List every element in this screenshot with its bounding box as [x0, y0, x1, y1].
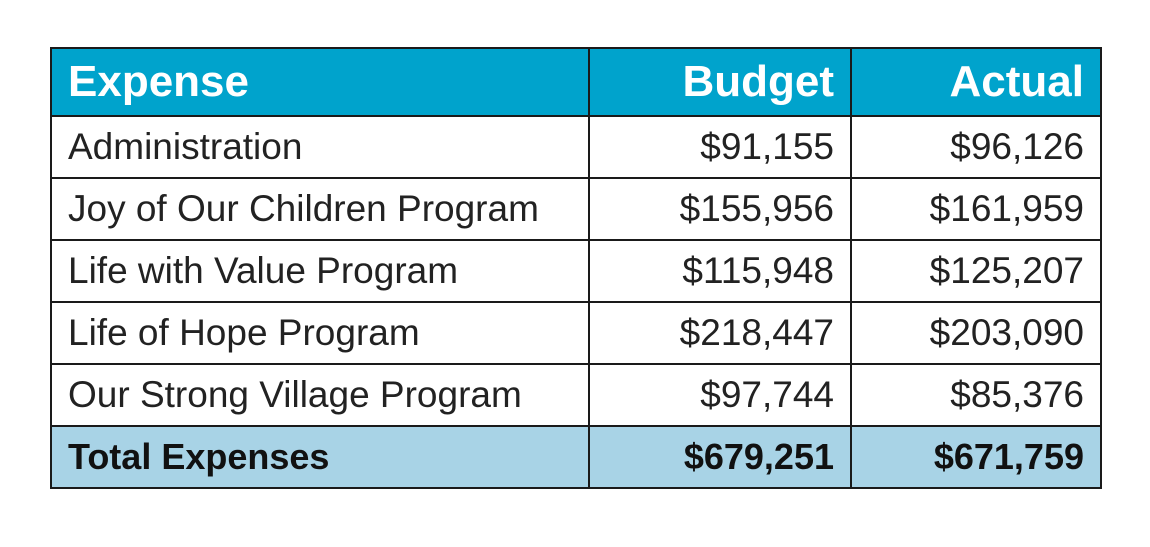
total-label: Total Expenses — [51, 426, 589, 488]
expense-cell: Life with Value Program — [51, 240, 589, 302]
header-expense: Expense — [51, 48, 589, 116]
header-budget: Budget — [589, 48, 851, 116]
table-row — [51, 302, 1101, 364]
table-row — [51, 116, 1101, 178]
table-header-row — [51, 48, 1101, 116]
expense-table — [50, 47, 1102, 489]
expense-cell: Life of Hope Program — [51, 302, 589, 364]
actual-cell: $96,126 — [851, 116, 1101, 178]
expense-cell: Joy of Our Children Program — [51, 178, 589, 240]
budget-cell: $115,948 — [589, 240, 851, 302]
total-actual: $671,759 — [851, 426, 1101, 488]
expense-cell: Administration — [51, 116, 589, 178]
actual-cell: $85,376 — [851, 364, 1101, 426]
table-row — [51, 364, 1101, 426]
header-actual: Actual — [851, 48, 1101, 116]
budget-cell: $218,447 — [589, 302, 851, 364]
budget-cell: $91,155 — [589, 116, 851, 178]
actual-cell: $125,207 — [851, 240, 1101, 302]
actual-cell: $203,090 — [851, 302, 1101, 364]
total-row — [51, 426, 1101, 488]
table-row — [51, 240, 1101, 302]
budget-cell: $97,744 — [589, 364, 851, 426]
expense-cell: Our Strong Village Program — [51, 364, 589, 426]
table-row — [51, 178, 1101, 240]
actual-cell: $161,959 — [851, 178, 1101, 240]
budget-cell: $155,956 — [589, 178, 851, 240]
total-budget: $679,251 — [589, 426, 851, 488]
